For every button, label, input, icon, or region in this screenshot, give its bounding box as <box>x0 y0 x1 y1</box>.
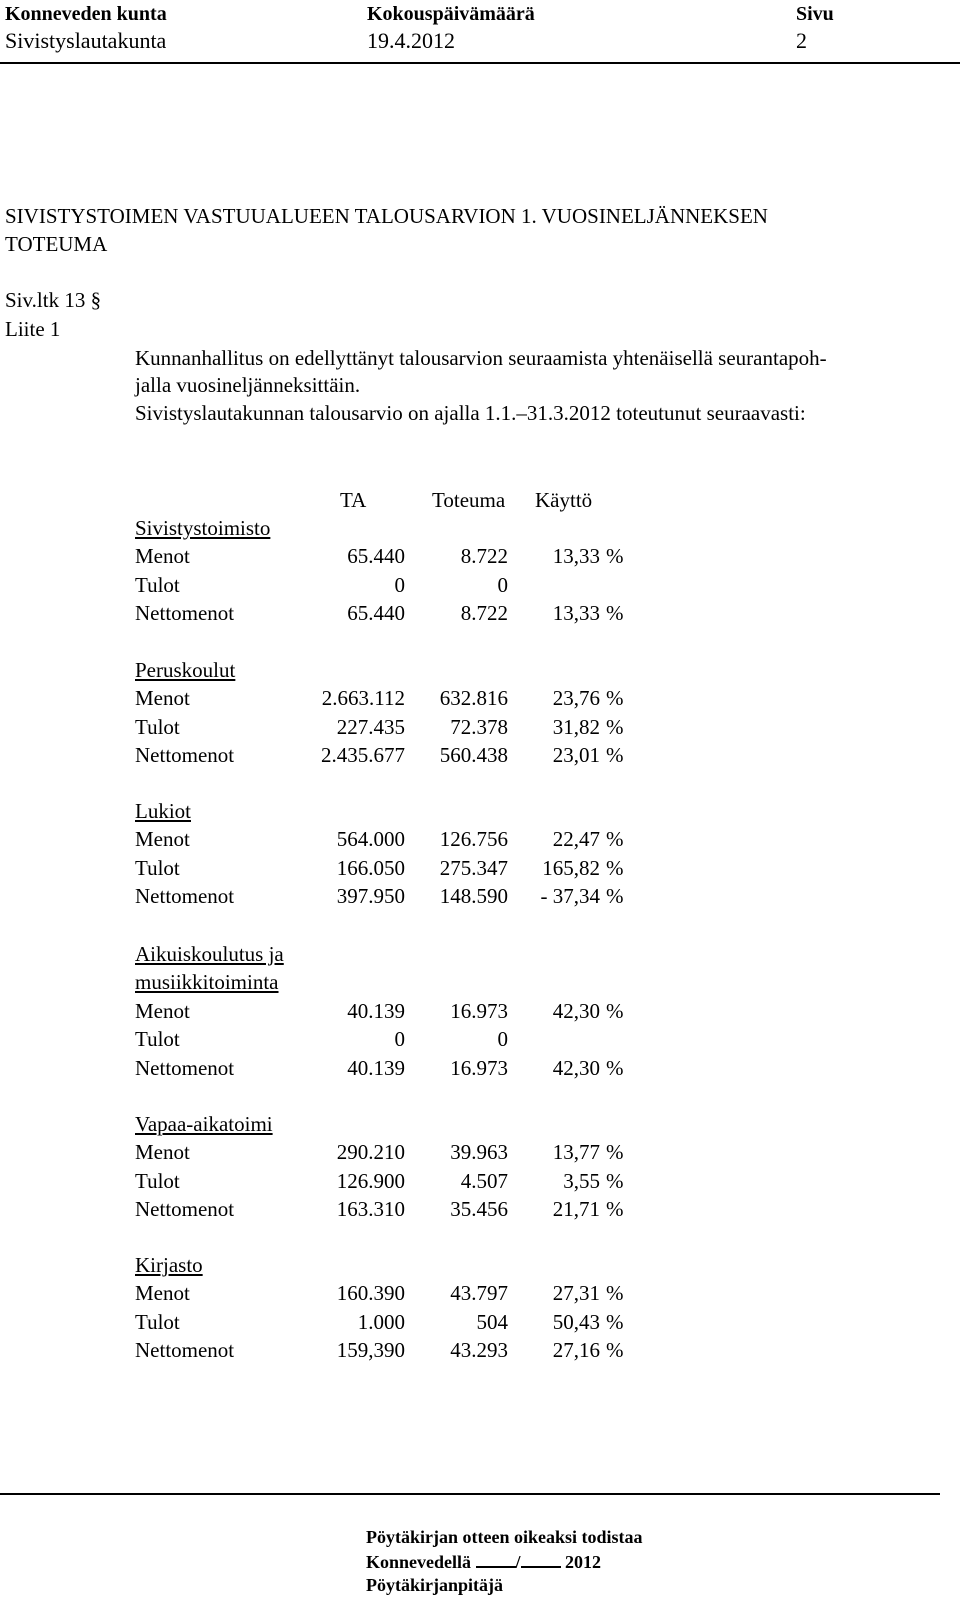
row-label: Nettomenot <box>135 884 235 908</box>
row-label: Nettomenot <box>135 1056 235 1080</box>
cell-percent-sign: % <box>606 1056 624 1080</box>
footer-blank-month <box>521 1552 561 1568</box>
row-label: Menot <box>135 544 190 568</box>
row-label: Menot <box>135 686 190 710</box>
cell-percent-sign: % <box>606 1310 624 1334</box>
cell-kaytto: 42,30 <box>552 999 600 1023</box>
cell-ta: 227.435 <box>336 715 405 739</box>
cell-percent-sign: % <box>606 1140 624 1164</box>
cell-ta: 40.139 <box>347 999 405 1023</box>
cell-toteuma: 72.378 <box>450 715 508 739</box>
cell-kaytto: - 37,34 <box>540 884 600 908</box>
cell-kaytto: 27,31 <box>552 1281 600 1305</box>
cell-ta: 0 <box>394 1027 405 1051</box>
footer-certify: Pöytäkirjan otteen oikeaksi todistaa <box>366 1527 643 1547</box>
cell-toteuma: 0 <box>497 1027 508 1051</box>
header-page: 2 <box>796 28 807 53</box>
ref-section: Siv.ltk 13 § <box>5 288 102 312</box>
section-title-cont: musiikkitoiminta <box>135 970 279 995</box>
cell-ta: 166.050 <box>336 856 405 880</box>
cell-toteuma: 4.507 <box>460 1169 508 1193</box>
cell-toteuma: 504 <box>476 1310 508 1334</box>
cell-percent-sign: % <box>606 1338 624 1362</box>
cell-toteuma: 16.973 <box>450 999 508 1023</box>
cell-toteuma: 148.590 <box>439 884 508 908</box>
section-title: Peruskoulut <box>135 658 236 682</box>
cell-toteuma: 39.963 <box>450 1140 508 1164</box>
cell-kaytto: 21,71 <box>552 1197 600 1221</box>
intro-line3: Sivistyslautakunnan talousarvio on ajalla 1.1.–31.3.2012 toteutunut seuraavasti: <box>135 401 806 425</box>
row-label: Nettomenot <box>135 1338 235 1362</box>
cell-ta: 564.000 <box>336 827 405 851</box>
cell-percent-sign: % <box>606 715 624 739</box>
section-title: Vapaa-aikatoimi <box>135 1112 273 1136</box>
cell-toteuma: 126.756 <box>439 827 508 851</box>
cell-ta: 0 <box>394 573 405 597</box>
cell-percent-sign: % <box>606 743 624 767</box>
footer-secretary: Pöytäkirjanpitäjä <box>366 1575 503 1595</box>
doc-title-line2: TOTEUMA <box>5 232 108 256</box>
footer-place: Konnevedellä <box>366 1552 472 1572</box>
cell-toteuma: 275.347 <box>439 856 508 880</box>
row-label: Nettomenot <box>135 743 235 767</box>
footer-rule <box>0 1493 940 1495</box>
cell-kaytto: 27,16 <box>552 1338 600 1362</box>
cell-toteuma: 0 <box>497 573 508 597</box>
cell-toteuma: 632.816 <box>439 686 508 710</box>
row-label: Menot <box>135 999 190 1023</box>
header-rule <box>0 62 960 64</box>
row-label: Menot <box>135 1140 190 1164</box>
cell-percent-sign: % <box>606 686 624 710</box>
footer-sep: / <box>515 1552 521 1572</box>
cell-ta: 2.663.112 <box>321 686 405 710</box>
cell-ta: 65.440 <box>347 601 405 625</box>
cell-percent-sign: % <box>606 1169 624 1193</box>
cell-percent-sign: % <box>606 601 624 625</box>
cell-ta: 163.310 <box>336 1197 405 1221</box>
footer-year: 2012 <box>565 1552 602 1572</box>
cell-ta: 290.210 <box>336 1140 405 1164</box>
header-org: Konneveden kunta <box>5 3 167 25</box>
cell-percent-sign: % <box>606 856 624 880</box>
cell-kaytto: 13,33 <box>552 544 600 568</box>
doc-title-line1: SIVISTYSTOIMEN VASTUUALUEEN TALOUSARVION 1. VUOSINELJÄNNEKSEN <box>5 204 768 228</box>
cell-toteuma: 560.438 <box>439 743 508 767</box>
cell-toteuma: 8.722 <box>460 601 508 625</box>
header-date-label: Kokouspäivämäärä <box>367 3 535 25</box>
row-label: Tulot <box>135 715 180 739</box>
cell-ta: 159,390 <box>336 1338 405 1362</box>
row-label: Menot <box>135 1281 190 1305</box>
section-title: Kirjasto <box>135 1253 203 1277</box>
col-header-toteuma: Toteuma <box>432 488 506 512</box>
row-label: Tulot <box>135 1169 180 1193</box>
cell-toteuma: 35.456 <box>450 1197 508 1221</box>
cell-ta: 1.000 <box>357 1310 405 1334</box>
section-title: Lukiot <box>135 799 191 823</box>
cell-kaytto: 3,55 <box>563 1169 600 1193</box>
cell-kaytto: 165,82 <box>542 856 600 880</box>
cell-kaytto: 13,33 <box>552 601 600 625</box>
header-dept: Sivistyslautakunta <box>5 28 167 53</box>
cell-toteuma: 43.797 <box>450 1281 508 1305</box>
cell-ta: 65.440 <box>347 544 405 568</box>
row-label: Tulot <box>135 1310 180 1334</box>
section-title: Sivistystoimisto <box>135 516 271 540</box>
cell-kaytto: 23,76 <box>552 686 600 710</box>
cell-toteuma: 8.722 <box>460 544 508 568</box>
cell-toteuma: 43.293 <box>450 1338 508 1362</box>
cell-ta: 126.900 <box>336 1169 405 1193</box>
cell-ta: 397.950 <box>336 884 405 908</box>
row-label: Tulot <box>135 1027 180 1051</box>
cell-kaytto: 42,30 <box>552 1056 600 1080</box>
header-date: 19.4.2012 <box>367 28 455 53</box>
cell-kaytto: 23,01 <box>552 743 600 767</box>
footer-blank-day <box>476 1552 516 1568</box>
col-header-kaytto: Käyttö <box>535 488 593 512</box>
row-label: Nettomenot <box>135 601 235 625</box>
cell-percent-sign: % <box>606 827 624 851</box>
intro-line2: jalla vuosineljänneksittäin. <box>135 373 361 397</box>
footer-place-date <box>366 1552 601 1571</box>
cell-percent-sign: % <box>606 1197 624 1221</box>
cell-ta: 40.139 <box>347 1056 405 1080</box>
row-label: Tulot <box>135 856 180 880</box>
cell-ta: 2.435.677 <box>321 743 405 767</box>
header-page-label: Sivu <box>796 3 834 25</box>
cell-kaytto: 50,43 <box>552 1310 600 1334</box>
row-label: Menot <box>135 827 190 851</box>
cell-kaytto: 13,77 <box>552 1140 600 1164</box>
section-title: Aikuiskoulutus ja <box>135 942 284 966</box>
cell-percent-sign: % <box>606 544 624 568</box>
col-header-ta: TA <box>340 488 367 512</box>
cell-ta: 160.390 <box>336 1281 405 1305</box>
ref-attachment: Liite 1 <box>5 317 61 341</box>
cell-percent-sign: % <box>606 884 624 908</box>
row-label: Tulot <box>135 573 180 597</box>
cell-toteuma: 16.973 <box>450 1056 508 1080</box>
cell-percent-sign: % <box>606 999 624 1023</box>
row-label: Nettomenot <box>135 1197 235 1221</box>
cell-kaytto: 31,82 <box>552 715 600 739</box>
intro-line1: Kunnanhallitus on edellyttänyt talousarvion seuraamista yhtenäisellä seurantapoh- <box>135 346 827 370</box>
cell-kaytto: 22,47 <box>552 827 600 851</box>
cell-percent-sign: % <box>606 1281 624 1305</box>
